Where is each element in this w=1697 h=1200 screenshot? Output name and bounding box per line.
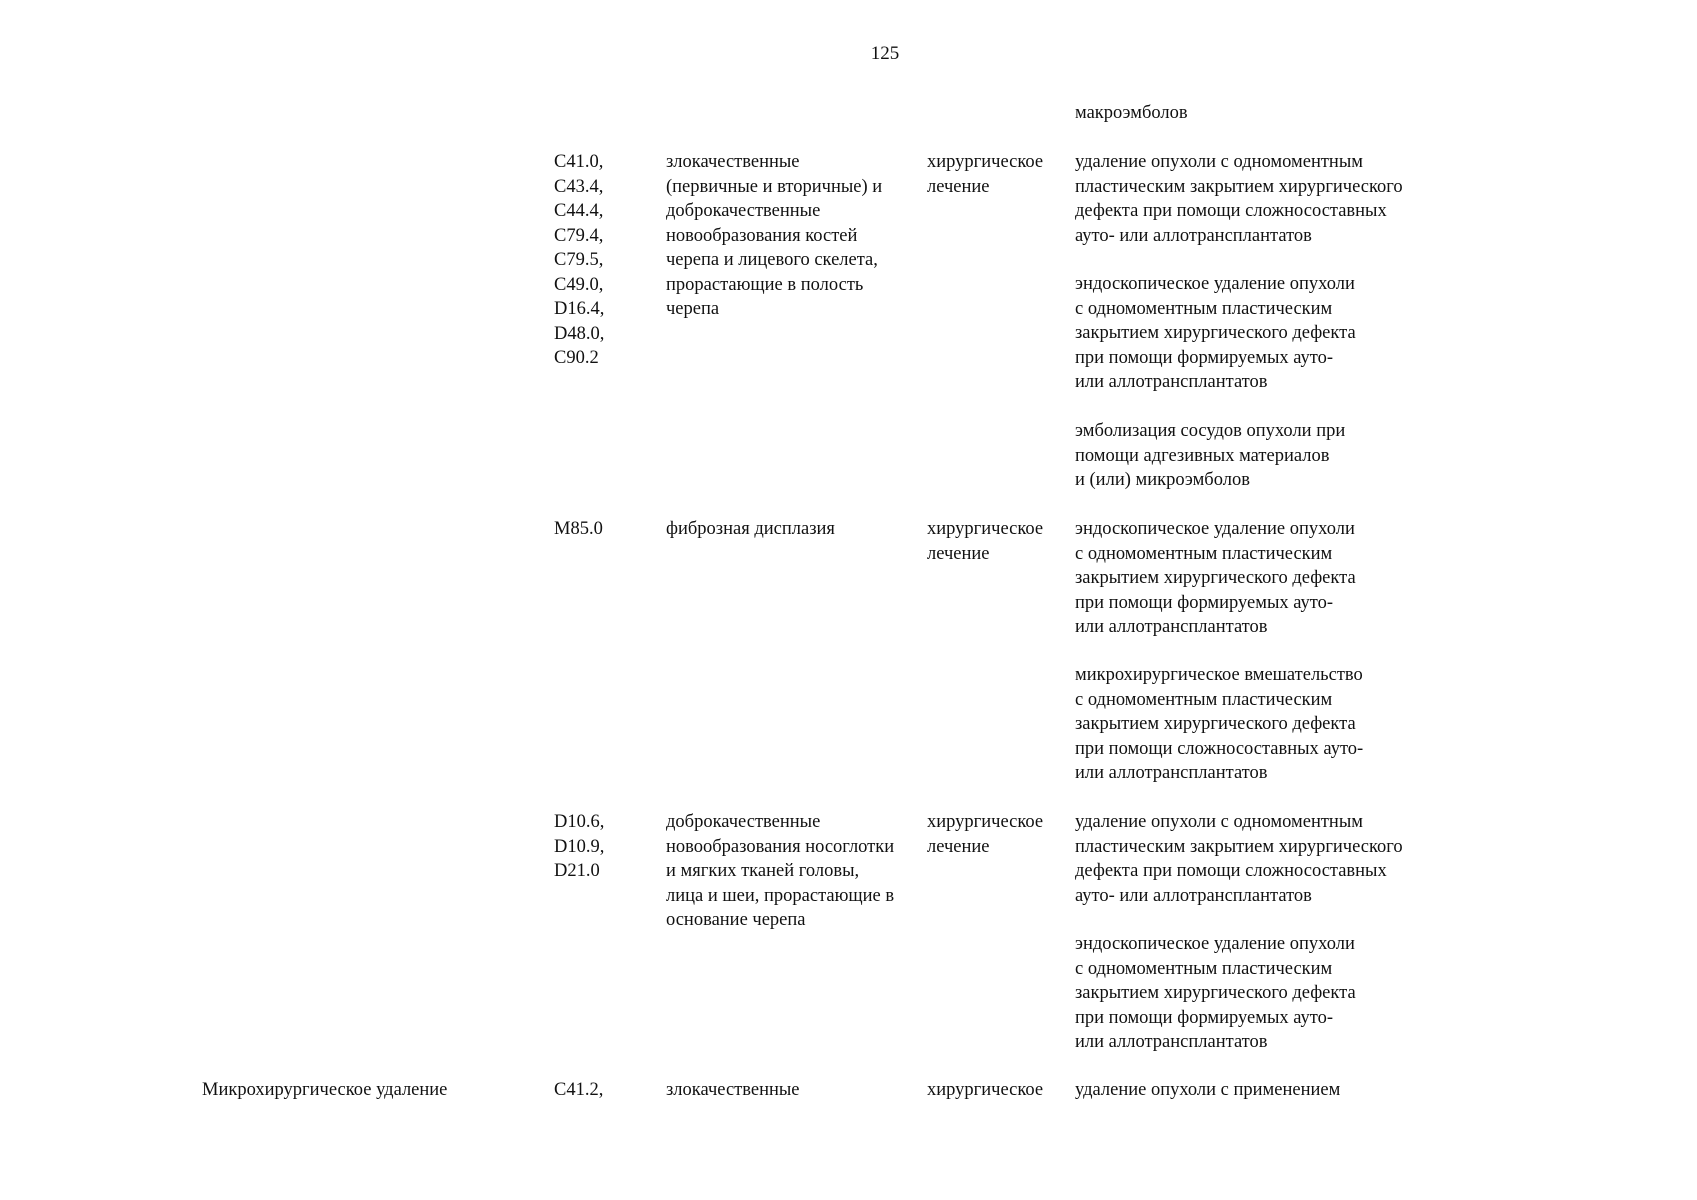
page-number: 125 [870, 43, 900, 64]
treatment-method: эндоскопическое удаление опухоли с одномоментным пластическим закрытием хирургического дефекта при помощи формируемых ауто- или аллотрансплантатов [1075, 274, 1356, 392]
treatment-method: эмболизация сосудов опухоли при помощи адгезивных материалов и (или) микроэмболов [1075, 421, 1346, 490]
top-fragment: макроэмболов [1075, 103, 1188, 123]
patient-model: злокачественные [666, 1080, 800, 1100]
icd-codes: M85.0 [554, 519, 603, 539]
treatment-method: удаление опухоли с одномоментным пластическим закрытием хирургического дефекта при помощи сложносоставных ауто- или аллотрансплантатов [1075, 812, 1403, 906]
patient-model: фиброзная дисплазия [666, 519, 835, 539]
treatment-type: хирургическое лечение [927, 519, 1044, 564]
icd-codes: C41.0, C43.4, C44.4, C79.4, C79.5, C49.0, D16.4, D48.0, C90.2 [554, 152, 605, 368]
patient-model: доброкачественные новообразования носоглотки и мягких тканей головы, лица и шеи, прорастающие в основание черепа [666, 812, 895, 930]
treatment-type: хирургическое лечение [927, 812, 1044, 857]
treatment-method: микрохирургическое вмешательство с одномоментным пластическим закрытием хирургического дефекта при помощи сложносоставных ауто- или аллотрансплантатов [1075, 665, 1364, 783]
treatment-method: удаление опухоли с одномоментным пластическим закрытием хирургического дефекта при помощи сложносоставных ауто- или аллотрансплантатов [1075, 152, 1403, 246]
treatment-method: удаление опухоли с применением [1075, 1080, 1341, 1100]
icd-codes: C41.2, [554, 1080, 604, 1100]
treatment-method: эндоскопическое удаление опухоли с одномоментным пластическим закрытием хирургического дефекта при помощи формируемых ауто- или аллотрансплантатов [1075, 934, 1356, 1052]
treatment-type: хирургическое лечение [927, 152, 1044, 197]
patient-model: злокачественные (первичные и вторичные) и доброкачественные новообразования костей черепа и лицевого скелета, прорастающие в полость черепа [666, 152, 883, 319]
treatment-type: хирургическое [927, 1080, 1044, 1100]
procedure-name: Микрохирургическое удаление [202, 1080, 448, 1100]
icd-codes: D10.6, D10.9, D21.0 [554, 812, 605, 881]
treatment-method: эндоскопическое удаление опухоли с одномоментным пластическим закрытием хирургического дефекта при помощи формируемых ауто- или аллотрансплантатов [1075, 519, 1356, 637]
